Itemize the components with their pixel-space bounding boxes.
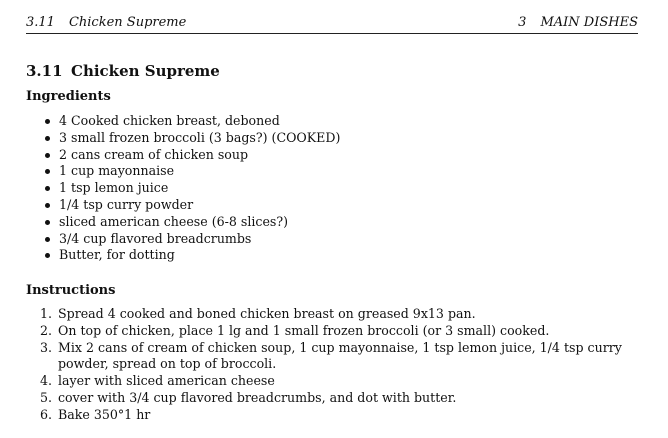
ingredients-list: [43, 113, 340, 264]
step-number: 5.: [40, 389, 53, 405]
section-title-text: Chicken Supreme: [71, 62, 220, 80]
ingredient-item: [43, 147, 340, 164]
instruction-step: [40, 323, 640, 340]
running-header-right: [518, 15, 638, 31]
ingredient-item: [43, 130, 340, 147]
instruction-step: [40, 340, 640, 374]
step-number: 1.: [40, 306, 53, 321]
ingredient-item: [43, 113, 340, 130]
ingredient-text: 3/4 cup flavored breadcrumbs: [59, 230, 252, 246]
step-number: 4.: [40, 373, 53, 389]
ingredients-heading: Ingredients: [26, 89, 111, 104]
running-header-chapter-title: MAIN DISHES: [540, 15, 638, 30]
step-number: 2.: [40, 322, 53, 338]
ingredient-text: 1 cup mayonnaise: [59, 163, 175, 179]
step-text: cover with 3/4 cup flavored breadcrumbs, and dot with butter.: [58, 389, 457, 405]
running-header-section-title: Chicken Supreme: [68, 15, 187, 30]
step-number: 3.: [40, 339, 53, 355]
step-text: layer with sliced american cheese: [58, 373, 275, 389]
ingredient-text: 1 tsp lemon juice: [59, 180, 169, 196]
ingredient-item: [43, 180, 340, 197]
ingredient-item: [43, 231, 340, 248]
ingredient-item: [43, 197, 340, 214]
ingredient-text: 4 Cooked chicken breast, deboned: [59, 113, 280, 128]
step-text: Mix 2 cans of cream of chicken soup, 1 cup mayonnaise, 1 tsp lemon juice, 1/4 tsp curry powder, spread on top of broccoli.: [58, 339, 622, 372]
instructions-list: [40, 306, 640, 424]
bullet-icon: [45, 136, 50, 141]
bullet-icon: [45, 186, 50, 191]
bullet-icon: [45, 237, 50, 242]
bullet-icon: [45, 119, 50, 124]
ingredient-text: 2 cans cream of chicken soup: [59, 146, 249, 162]
instructions-heading: Instructions: [26, 283, 116, 298]
running-header-chapter-number: 3: [518, 15, 527, 30]
ingredient-text: 1/4 tsp curry powder: [59, 196, 194, 212]
bullet-icon: [45, 203, 50, 208]
bullet-icon: [45, 153, 50, 158]
instruction-step: [40, 407, 640, 424]
running-header-section-number: 3.11: [26, 15, 55, 30]
section-number: 3.11: [26, 62, 63, 80]
step-text: Spread 4 cooked and boned chicken breast on greased 9x13 pan.: [58, 306, 476, 321]
instruction-step: [40, 373, 640, 390]
instruction-step: [40, 306, 640, 323]
step-text: On top of chicken, place 1 lg and 1 small frozen broccoli (or 3 small) cooked.: [58, 322, 550, 338]
section-title: [26, 61, 220, 81]
bullet-icon: [45, 253, 50, 258]
ingredient-text: 3 small frozen broccoli (3 bags?) (COOKED): [59, 129, 341, 145]
ingredient-item: [43, 214, 340, 231]
bullet-icon: [45, 220, 50, 225]
running-header: [26, 13, 638, 34]
step-text: Bake 350°1 hr: [58, 406, 151, 422]
instruction-step: [40, 390, 640, 407]
ingredient-item: [43, 247, 340, 264]
bullet-icon: [45, 169, 50, 174]
running-header-left: [26, 15, 186, 31]
step-number: 6.: [40, 406, 53, 422]
ingredient-item: [43, 163, 340, 180]
ingredient-text: sliced american cheese (6-8 slices?): [59, 213, 289, 229]
ingredient-text: Butter, for dotting: [59, 247, 175, 263]
